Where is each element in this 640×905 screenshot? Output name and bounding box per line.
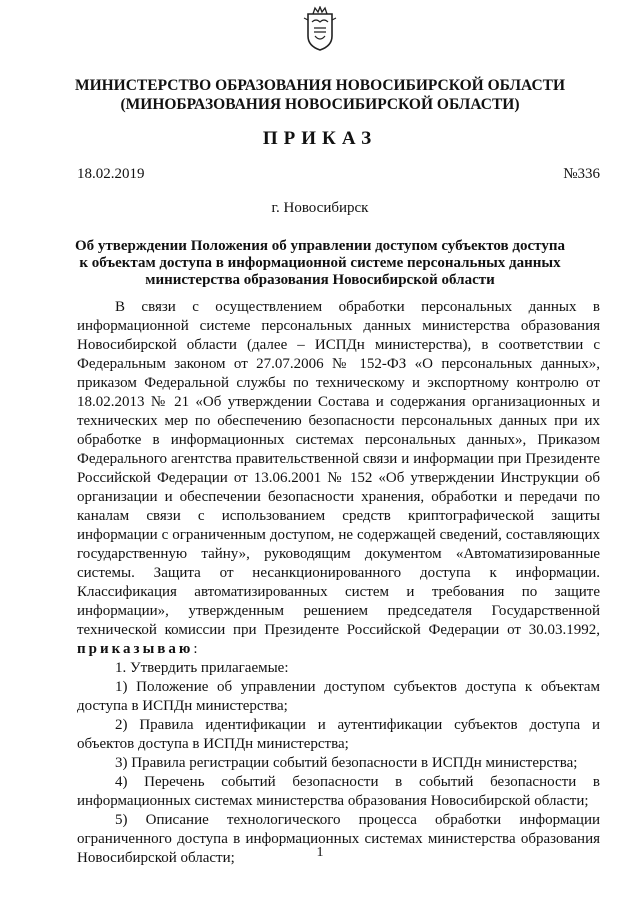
order-body xyxy=(77,298,600,868)
ministry-line-1: МИНИСТЕРСТВО ОБРАЗОВАНИЯ НОВОСИБИРСКОЙ ОБЛАСТИ xyxy=(74,77,566,94)
ministry-name xyxy=(40,76,600,114)
novosibirsk-coat-of-arms-icon xyxy=(302,6,338,52)
page-number: 1 xyxy=(316,845,324,860)
list-item: 2) Правила идентификации и аутентификации субъектов доступа и объектов доступа в ИСПДн министерства; xyxy=(77,717,600,752)
ministry-line-2: (МИНОБРАЗОВАНИЯ НОВОСИБИРСКОЙ ОБЛАСТИ) xyxy=(120,96,520,113)
city: г. Новосибирск xyxy=(271,200,369,216)
order-colon: : xyxy=(193,641,198,657)
order-title xyxy=(40,238,600,289)
list-item: 4) Перечень событий безопасности в событий безопасности в информационных системах министерства образования Новосибирской области; xyxy=(77,774,600,809)
list-item: 1) Положение об управлении доступом субъектов доступа к объектам доступа в ИСПДн министерства; xyxy=(77,679,600,714)
doc-type-heading: ПРИКАЗ xyxy=(262,128,378,149)
order-date: 18.02.2019 xyxy=(77,166,145,182)
list-item: 5) Описание технологического процесса обработки информации ограниченного доступа в информационных системах министерства образования Новосибирской области; xyxy=(77,812,600,866)
title-line-3: министерства образования Новосибирской области xyxy=(145,272,495,288)
list-item: 1. Утвердить прилагаемые: xyxy=(115,660,289,676)
preamble-paragraph xyxy=(77,298,600,659)
order-word: приказываю xyxy=(77,641,194,657)
list-item: 3) Правила регистрации событий безопасности в ИСПДн министерства; xyxy=(115,755,578,771)
title-line-2: к объектам доступа в информационной системе персональных данных xyxy=(79,255,561,271)
title-line-1: Об утверждении Положения об управлении доступом субъектов доступа xyxy=(75,238,565,254)
order-number: №336 xyxy=(563,166,600,182)
preamble-text: В связи с осуществлением обработки персональных данных в информационной системе персональных данных министерства образования Новосибирской области (далее – ИСПДн министерства), в соответствии с Федеральным законом от 27.07.2006 № 152-ФЗ «О персональных данных», приказом Федеральной службы по техническому и экспортному контролю от 18.02.2013 № 21 «Об утверждении Состава и содержания организационных и технических мер по обеспечению безопасности персональных данных при их обработке в информационных системах персональных данных», Приказом Федерального агентства правительственной связи и информации при Президенте Российской Федерации от 13.06.2001 № 152 «Об утверждении Инструкции об организации и обеспечении безопасности хранения, обработки и передачи по каналам связи с использованием средств криптографической защиты информации с ограниченным доступом, не содержащей сведений, составляющих государственную тайну», руководящим документом «Автоматизированные системы. Защита от несанкционированного доступа к информации. Классификация автоматизированных систем и требования по защите информации», утвержденным решением председателя Государственной технической комиссии при Президенте Российской Федерации от 30.03.1992, xyxy=(77,299,600,638)
